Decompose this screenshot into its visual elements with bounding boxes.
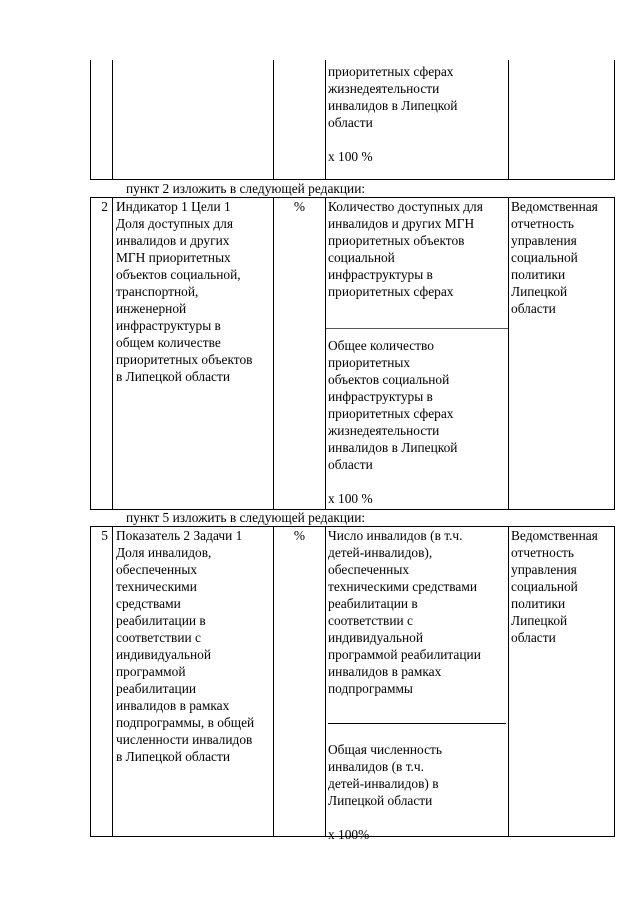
indicator-name-line: численности инвалидов <box>116 732 253 747</box>
numerator-line: инфраструктуры в <box>328 267 433 282</box>
numerator-line: Количество доступных для <box>328 199 483 214</box>
source-line: социальной <box>511 579 578 594</box>
indicator-name-line: инвалидов и других <box>116 233 230 248</box>
row-number: 2 <box>101 199 108 214</box>
indicator-name-line: реабилитации в <box>116 613 206 628</box>
source-line: политики <box>511 596 566 611</box>
numerator-line: детей-инвалидов), <box>328 545 433 560</box>
formula-multiplier: х 100% <box>328 827 370 842</box>
source-line: управления <box>511 233 577 248</box>
cell-formula <box>326 527 509 842</box>
cell-unit <box>274 198 326 509</box>
numerator-line: индивидуальной <box>328 630 424 645</box>
denominator-line: объектов социальной <box>328 372 450 387</box>
formula-denominator <box>326 733 508 842</box>
unit-label: % <box>293 528 306 543</box>
numerator-line: соответствии с <box>328 613 413 628</box>
formula-line: жизнедеятельности <box>328 81 440 96</box>
numerator-line: Число инвалидов (в т.ч. <box>328 528 463 543</box>
indicator-name-line: транспортной, <box>116 284 199 299</box>
table-row-2 <box>90 197 615 510</box>
numerator-line: программой реабилитации <box>328 647 481 662</box>
source-line: области <box>511 301 556 316</box>
denominator-line: области <box>328 457 373 472</box>
numerator-line: реабилитации в <box>328 596 418 611</box>
instruction-point-2: пункт 2 изложить в следующей редакции: <box>126 181 366 196</box>
source-line: Липецкой <box>511 284 568 299</box>
denominator-line: приоритетных сферах <box>328 406 454 421</box>
source-line: отчетность <box>511 545 574 560</box>
denominator-line: Липецкой области <box>328 793 433 808</box>
source-line: Ведомственная <box>511 528 598 543</box>
cell-formula-top <box>326 60 509 179</box>
cell-unit-top <box>274 60 326 179</box>
formula-multiplier: х 100 % <box>328 491 373 506</box>
indicator-name-line: Доля инвалидов, <box>116 545 212 560</box>
cell-data-source <box>509 198 614 509</box>
source-line: отчетность <box>511 216 574 231</box>
indicator-name-line: обеспеченных <box>116 562 198 577</box>
denominator-line: Общая численность <box>328 742 442 757</box>
indicator-name-line: средствами <box>116 596 181 611</box>
cell-name-top <box>113 60 274 179</box>
formula-line: инвалидов в Липецкой <box>328 98 458 113</box>
denominator-line: детей-инвалидов) в <box>328 776 439 791</box>
indicator-name-line: в Липецкой области <box>116 749 230 764</box>
instruction-point-5: пункт 5 изложить в следующей редакции: <box>126 510 366 525</box>
source-line: Ведомственная <box>511 199 598 214</box>
numerator-line: приоритетных сферах <box>328 284 454 299</box>
formula-numerator <box>326 527 508 727</box>
cell-source-top <box>509 60 614 179</box>
indicator-name-line: приоритетных объектов <box>116 352 253 367</box>
denominator-line: Общее количество <box>328 338 434 353</box>
cell-data-source <box>509 527 614 836</box>
indicator-name-line: индивидуальной <box>116 647 212 662</box>
formula-numerator <box>326 198 508 328</box>
indicator-name-line: объектов социальной, <box>116 267 241 282</box>
cell-row-number <box>91 198 113 509</box>
numerator-line: инвалидов в рамках <box>328 664 442 679</box>
numerator-line: социальной <box>328 250 395 265</box>
cell-row-number <box>91 527 113 836</box>
unit-label: % <box>293 199 306 214</box>
formula-line: приоритетных сферах <box>328 64 454 79</box>
table-row-5 <box>90 526 615 842</box>
denominator-line: инфраструктуры в <box>328 389 433 404</box>
numerator-line: техническими средствами <box>328 579 478 594</box>
source-line: политики <box>511 267 566 282</box>
source-line: области <box>511 630 556 645</box>
fraction-bar <box>328 723 506 724</box>
indicator-name-line: Индикатор 1 Цели 1 <box>116 199 231 214</box>
source-line: управления <box>511 562 577 577</box>
formula-multiplier: х 100 % <box>328 149 373 164</box>
indicator-name-line: инфраструктуры в <box>116 318 221 333</box>
numerator-line: приоритетных объектов <box>328 233 465 248</box>
table-fragment-top <box>90 60 615 180</box>
indicator-name-line: Показатель 2 Задачи 1 <box>116 528 243 543</box>
indicator-name-line: Доля доступных для <box>116 216 234 231</box>
cell-formula <box>326 198 509 509</box>
formula-denominator <box>326 328 508 509</box>
indicator-name-line: техническими <box>116 579 197 594</box>
indicator-name-line: МГН приоритетных <box>116 250 231 265</box>
indicator-name-line: соответствии с <box>116 630 201 645</box>
denominator-line: жизнедеятельности <box>328 423 440 438</box>
indicator-name-line: в Липецкой области <box>116 369 230 384</box>
indicator-name-line: общем количестве <box>116 335 221 350</box>
numerator-line: подпрограммы <box>328 681 413 696</box>
denominator-line: инвалидов в Липецкой <box>328 440 458 455</box>
denominator-line: приоритетных <box>328 355 411 370</box>
indicator-name-line: подпрограммы, в общей <box>116 715 255 730</box>
cell-unit <box>274 527 326 836</box>
cell-indicator-name <box>113 198 274 509</box>
cell-num-top <box>91 60 113 179</box>
source-line: социальной <box>511 250 578 265</box>
indicator-name-line: инженерной <box>116 301 187 316</box>
cell-indicator-name <box>113 527 274 836</box>
indicator-name-line: программой <box>116 664 186 679</box>
row-number: 5 <box>101 528 108 543</box>
indicator-name-line: инвалидов в рамках <box>116 698 230 713</box>
source-line: Липецкой <box>511 613 568 628</box>
numerator-line: обеспеченных <box>328 562 410 577</box>
indicator-name-line: реабилитации <box>116 681 197 696</box>
formula-line: области <box>328 115 373 130</box>
numerator-line: инвалидов и других МГН <box>328 216 475 231</box>
denominator-line: инвалидов (в т.ч. <box>328 759 424 774</box>
